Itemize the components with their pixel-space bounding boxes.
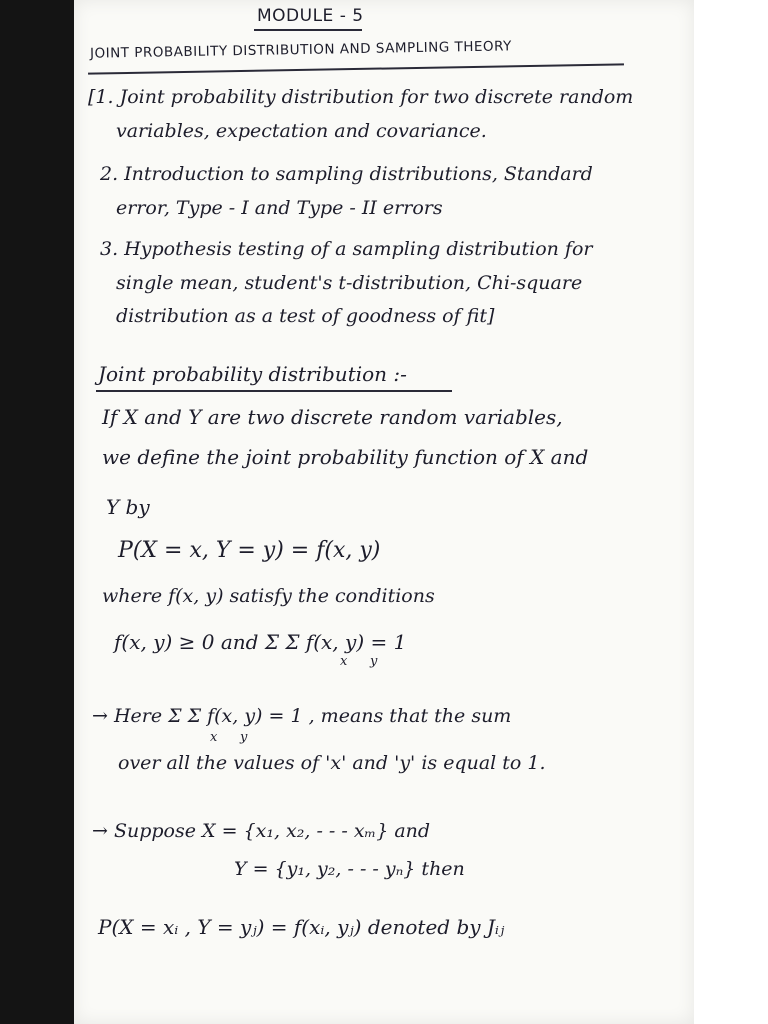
left-background — [0, 0, 74, 1024]
module-heading: MODULE - 5 — [257, 6, 364, 26]
syllabus-line-7: distribution as a test of goodness of fit] — [116, 305, 495, 327]
syllabus-line-5: 3. Hypothesis testing of a sampling distribution for — [100, 238, 593, 260]
over-all-values-line: over all the values of 'x' and 'y' is equal to 1. — [118, 752, 546, 774]
sum-subscript-x-2: x — [210, 730, 218, 745]
body-line-2: we define the joint probability function of X and — [102, 445, 589, 469]
conditions-formula: f(x, y) ≥ 0 and Σ Σ f(x, y) = 1 — [114, 630, 407, 654]
right-background — [694, 0, 768, 1024]
syllabus-line-2: variables, expectation and covariance. — [116, 120, 487, 142]
here-sum-line: → Here Σ Σ f(x, y) = 1 , means that the sum — [92, 705, 512, 727]
joint-prob-notation: P(X = xᵢ , Y = yⱼ) = f(xᵢ, yⱼ) denoted by Jᵢⱼ — [98, 915, 505, 939]
syllabus-line-1: [1. Joint probability distribution for two discrete random — [88, 86, 634, 108]
body-line-3: Y by — [106, 495, 150, 519]
section-heading: Joint probability distribution :- — [98, 362, 407, 386]
suppose-x-line: → Suppose X = {x₁, x₂, - - - xₘ} and — [92, 820, 431, 842]
sum-subscript-y-1: y — [370, 654, 378, 669]
joint-prob-definition: P(X = x, Y = y) = f(x, y) — [118, 538, 381, 563]
sum-subscript-x-1: x — [340, 654, 348, 669]
notebook-page — [74, 0, 694, 1024]
body-line-1: If X and Y are two discrete random variables, — [102, 405, 563, 429]
module-underline — [254, 29, 362, 31]
title-underline — [88, 63, 624, 74]
syllabus-line-3: 2. Introduction to sampling distributions, Standard — [100, 163, 593, 185]
y-set-line: Y = {y₁, y₂, - - - yₙ} then — [234, 858, 465, 880]
syllabus-line-6: single mean, student's t-distribution, Chi-square — [116, 272, 583, 294]
page-title: JOINT PROBABILITY DISTRIBUTION AND SAMPLING THEORY — [89, 38, 512, 62]
syllabus-line-4: error, Type - I and Type - II errors — [116, 197, 443, 219]
section-heading-underline — [96, 390, 452, 392]
conditions-line: where f(x, y) satisfy the conditions — [102, 585, 435, 607]
sum-subscript-y-2: y — [240, 730, 248, 745]
